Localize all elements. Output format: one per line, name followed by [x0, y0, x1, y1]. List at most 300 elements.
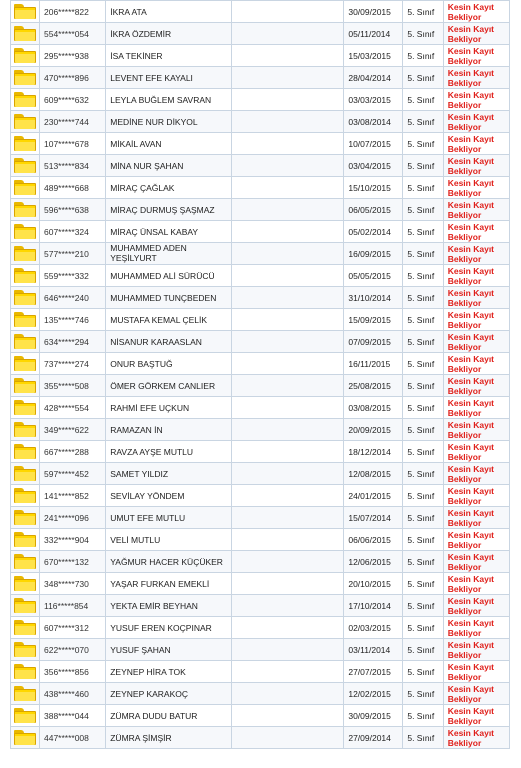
folder-icon[interactable]: [14, 202, 36, 217]
student-name-cell: YAĞMUR HACER KÜÇÜKER: [106, 551, 231, 573]
folder-icon[interactable]: [14, 488, 36, 503]
grade-cell: 5. Sınıf: [403, 111, 443, 133]
id-number-cell: 559*****332: [39, 265, 105, 287]
folder-icon[interactable]: [14, 708, 36, 723]
id-number-cell: 670*****132: [39, 551, 105, 573]
birth-date-cell: 20/10/2015: [344, 573, 403, 595]
table-row[interactable]: [11, 595, 510, 617]
folder-icon[interactable]: [14, 312, 36, 327]
empty-cell: [231, 441, 344, 463]
table-row[interactable]: [11, 529, 510, 551]
id-number-cell: 206*****822: [39, 1, 105, 23]
student-name-cell: YUSUF EREN KOÇPINAR: [106, 617, 231, 639]
id-number-cell: 230*****744: [39, 111, 105, 133]
icon-cell[interactable]: [11, 551, 40, 573]
birth-date-cell: 05/11/2014: [344, 23, 403, 45]
empty-cell: [231, 507, 344, 529]
grade-cell: 5. Sınıf: [403, 155, 443, 177]
folder-icon[interactable]: [14, 334, 36, 349]
empty-cell: [231, 595, 344, 617]
grade-cell: 5. Sınıf: [403, 243, 443, 265]
birth-date-cell: 30/09/2015: [344, 705, 403, 727]
table-row[interactable]: [11, 375, 510, 397]
icon-cell[interactable]: [11, 331, 40, 353]
student-name-cell: VELİ MUTLU: [106, 529, 231, 551]
icon-cell[interactable]: [11, 177, 40, 199]
status-cell: Kesin Kayıt Bekliyor: [443, 45, 509, 67]
id-number-cell: 116*****854: [39, 595, 105, 617]
id-number-cell: 596*****638: [39, 199, 105, 221]
birth-date-cell: 30/09/2015: [344, 1, 403, 23]
grade-cell: 5. Sınıf: [403, 353, 443, 375]
empty-cell: [231, 89, 344, 111]
birth-date-cell: 18/12/2014: [344, 441, 403, 463]
student-name-cell: LEVENT EFE KAYALI: [106, 67, 231, 89]
icon-cell[interactable]: [11, 45, 40, 67]
student-name-cell: YEKTA EMİR BEYHAN: [106, 595, 231, 617]
status-cell: Kesin Kayıt Bekliyor: [443, 221, 509, 243]
status-cell: Kesin Kayıt Bekliyor: [443, 529, 509, 551]
grade-cell: 5. Sınıf: [403, 441, 443, 463]
birth-date-cell: 03/08/2015: [344, 397, 403, 419]
id-number-cell: 634*****294: [39, 331, 105, 353]
id-number-cell: 667*****288: [39, 441, 105, 463]
student-name-cell: RAMAZAN İN: [106, 419, 231, 441]
folder-icon[interactable]: [14, 686, 36, 701]
icon-cell[interactable]: [11, 595, 40, 617]
table-row[interactable]: [11, 177, 510, 199]
status-cell: Kesin Kayıt Bekliyor: [443, 617, 509, 639]
grade-cell: 5. Sınıf: [403, 221, 443, 243]
grade-cell: 5. Sınıf: [403, 177, 443, 199]
empty-cell: [231, 463, 344, 485]
id-number-cell: 107*****678: [39, 133, 105, 155]
status-cell: Kesin Kayıt Bekliyor: [443, 265, 509, 287]
id-number-cell: 470*****896: [39, 67, 105, 89]
icon-cell[interactable]: [11, 727, 40, 749]
folder-icon[interactable]: [14, 598, 36, 613]
empty-cell: [231, 551, 344, 573]
empty-cell: [231, 67, 344, 89]
status-cell: Kesin Kayıt Bekliyor: [443, 507, 509, 529]
student-name-cell: ZÜMRA ŞİMŞİR: [106, 727, 231, 749]
birth-date-cell: 15/10/2015: [344, 177, 403, 199]
student-name-cell: RAHMİ EFE UÇKUN: [106, 397, 231, 419]
table-row[interactable]: [11, 683, 510, 705]
grade-cell: 5. Sınıf: [403, 683, 443, 705]
status-cell: Kesin Kayıt Bekliyor: [443, 705, 509, 727]
table-row[interactable]: [11, 331, 510, 353]
folder-icon[interactable]: [14, 70, 36, 85]
status-cell: Kesin Kayıt Bekliyor: [443, 463, 509, 485]
student-name-cell: MİRAÇ ÜNSAL KABAY: [106, 221, 231, 243]
table-row[interactable]: [11, 199, 510, 221]
folder-icon[interactable]: [14, 26, 36, 41]
birth-date-cell: 15/03/2015: [344, 45, 403, 67]
student-name-cell: İKRA ÖZDEMİR: [106, 23, 231, 45]
empty-cell: [231, 375, 344, 397]
birth-date-cell: 27/09/2014: [344, 727, 403, 749]
student-name-cell: SAMET YILDIZ: [106, 463, 231, 485]
empty-cell: [231, 529, 344, 551]
icon-cell[interactable]: [11, 705, 40, 727]
folder-icon[interactable]: [14, 730, 36, 745]
folder-icon[interactable]: [14, 246, 36, 261]
birth-date-cell: 07/09/2015: [344, 331, 403, 353]
status-cell: Kesin Kayıt Bekliyor: [443, 353, 509, 375]
status-cell: Kesin Kayıt Bekliyor: [443, 23, 509, 45]
empty-cell: [231, 639, 344, 661]
grade-cell: 5. Sınıf: [403, 331, 443, 353]
status-cell: Kesin Kayıt Bekliyor: [443, 155, 509, 177]
icon-cell[interactable]: [11, 155, 40, 177]
status-cell: Kesin Kayıt Bekliyor: [443, 111, 509, 133]
id-number-cell: 348*****730: [39, 573, 105, 595]
folder-icon[interactable]: [14, 422, 36, 437]
table-row[interactable]: [11, 397, 510, 419]
table-row[interactable]: [11, 727, 510, 749]
folder-icon[interactable]: [14, 136, 36, 151]
folder-icon[interactable]: [14, 224, 36, 239]
empty-cell: [231, 353, 344, 375]
table-row[interactable]: [11, 485, 510, 507]
student-name-cell: NİSANUR KARAASLAN: [106, 331, 231, 353]
grade-cell: 5. Sınıf: [403, 639, 443, 661]
table-row[interactable]: [11, 111, 510, 133]
folder-icon[interactable]: [14, 356, 36, 371]
table-row[interactable]: [11, 419, 510, 441]
status-cell: Kesin Kayıt Bekliyor: [443, 67, 509, 89]
table-row[interactable]: [11, 639, 510, 661]
icon-cell[interactable]: [11, 419, 40, 441]
icon-cell[interactable]: [11, 1, 40, 23]
table-row[interactable]: [11, 221, 510, 243]
empty-cell: [231, 419, 344, 441]
empty-cell: [231, 265, 344, 287]
empty-cell: [231, 661, 344, 683]
folder-icon[interactable]: [14, 180, 36, 195]
table-row[interactable]: [11, 441, 510, 463]
grade-cell: 5. Sınıf: [403, 89, 443, 111]
icon-cell[interactable]: [11, 23, 40, 45]
icon-cell[interactable]: [11, 309, 40, 331]
student-name-cell: ZEYNEP HİRA TOK: [106, 661, 231, 683]
student-name-cell: YUSUF ŞAHAN: [106, 639, 231, 661]
id-number-cell: 489*****668: [39, 177, 105, 199]
table-row[interactable]: [11, 617, 510, 639]
folder-icon[interactable]: [14, 642, 36, 657]
empty-cell: [231, 133, 344, 155]
icon-cell[interactable]: [11, 639, 40, 661]
table-row[interactable]: [11, 705, 510, 727]
student-table: [10, 0, 510, 749]
student-name-cell: SEVİLAY YÖNDEM: [106, 485, 231, 507]
status-cell: Kesin Kayıt Bekliyor: [443, 595, 509, 617]
table-row[interactable]: [11, 23, 510, 45]
grade-cell: 5. Sınıf: [403, 23, 443, 45]
empty-cell: [231, 287, 344, 309]
id-number-cell: 356*****856: [39, 661, 105, 683]
empty-cell: [231, 573, 344, 595]
table-row[interactable]: [11, 463, 510, 485]
id-number-cell: 607*****312: [39, 617, 105, 639]
icon-cell[interactable]: [11, 111, 40, 133]
icon-cell[interactable]: [11, 375, 40, 397]
table-row[interactable]: [11, 243, 510, 265]
folder-icon[interactable]: [14, 664, 36, 679]
student-name-cell: RAVZA AYŞE MUTLU: [106, 441, 231, 463]
student-name-cell: UMUT EFE MUTLU: [106, 507, 231, 529]
id-number-cell: 607*****324: [39, 221, 105, 243]
empty-cell: [231, 331, 344, 353]
birth-date-cell: 05/02/2014: [344, 221, 403, 243]
student-name-cell: YAŞAR FURKAN EMEKLİ: [106, 573, 231, 595]
folder-icon[interactable]: [14, 378, 36, 393]
icon-cell[interactable]: [11, 243, 40, 265]
student-name-cell: MEDİNE NUR DİKYOL: [106, 111, 231, 133]
table-row[interactable]: [11, 265, 510, 287]
birth-date-cell: 06/05/2015: [344, 199, 403, 221]
student-name-cell: MİRAÇ DURMUŞ ŞAŞMAZ: [106, 199, 231, 221]
empty-cell: [231, 111, 344, 133]
empty-cell: [231, 45, 344, 67]
grade-cell: 5. Sınıf: [403, 617, 443, 639]
icon-cell[interactable]: [11, 133, 40, 155]
student-name-cell: LEYLA BUĞLEM SAVRAN: [106, 89, 231, 111]
status-cell: Kesin Kayıt Bekliyor: [443, 639, 509, 661]
birth-date-cell: 15/09/2015: [344, 309, 403, 331]
birth-date-cell: 03/04/2015: [344, 155, 403, 177]
status-cell: Kesin Kayıt Bekliyor: [443, 243, 509, 265]
folder-icon[interactable]: [14, 48, 36, 63]
folder-icon[interactable]: [14, 290, 36, 305]
student-name-cell: MUSTAFA KEMAL ÇELİK: [106, 309, 231, 331]
id-number-cell: 597*****452: [39, 463, 105, 485]
table-row[interactable]: [11, 133, 510, 155]
student-name-cell: ZEYNEP KARAKOÇ: [106, 683, 231, 705]
id-number-cell: 447*****008: [39, 727, 105, 749]
id-number-cell: 609*****632: [39, 89, 105, 111]
grade-cell: 5. Sınıf: [403, 507, 443, 529]
student-name-cell: ZÜMRA DUDU BATUR: [106, 705, 231, 727]
table-row[interactable]: [11, 1, 510, 23]
folder-icon[interactable]: [14, 466, 36, 481]
table-row[interactable]: [11, 89, 510, 111]
empty-cell: [231, 1, 344, 23]
icon-cell[interactable]: [11, 67, 40, 89]
student-name-cell: MUHAMMED TUNÇBEDEN: [106, 287, 231, 309]
table-row[interactable]: [11, 45, 510, 67]
icon-cell[interactable]: [11, 485, 40, 507]
grade-cell: 5. Sınıf: [403, 397, 443, 419]
grade-cell: 5. Sınıf: [403, 661, 443, 683]
icon-cell[interactable]: [11, 221, 40, 243]
student-list-container: [10, 0, 510, 749]
status-cell: Kesin Kayıt Bekliyor: [443, 397, 509, 419]
id-number-cell: 295*****938: [39, 45, 105, 67]
icon-cell[interactable]: [11, 353, 40, 375]
birth-date-cell: 27/07/2015: [344, 661, 403, 683]
table-row[interactable]: [11, 353, 510, 375]
birth-date-cell: 12/02/2015: [344, 683, 403, 705]
status-cell: Kesin Kayıt Bekliyor: [443, 683, 509, 705]
id-number-cell: 438*****460: [39, 683, 105, 705]
table-row[interactable]: [11, 287, 510, 309]
grade-cell: 5. Sınıf: [403, 595, 443, 617]
folder-icon[interactable]: [14, 114, 36, 129]
id-number-cell: 135*****746: [39, 309, 105, 331]
folder-icon[interactable]: [14, 4, 36, 19]
id-number-cell: 349*****622: [39, 419, 105, 441]
birth-date-cell: 10/07/2015: [344, 133, 403, 155]
status-cell: Kesin Kayıt Bekliyor: [443, 287, 509, 309]
grade-cell: 5. Sınıf: [403, 727, 443, 749]
empty-cell: [231, 221, 344, 243]
birth-date-cell: 15/07/2014: [344, 507, 403, 529]
icon-cell[interactable]: [11, 507, 40, 529]
status-cell: Kesin Kayıt Bekliyor: [443, 573, 509, 595]
empty-cell: [231, 397, 344, 419]
birth-date-cell: 12/06/2015: [344, 551, 403, 573]
id-number-cell: 646*****240: [39, 287, 105, 309]
id-number-cell: 332*****904: [39, 529, 105, 551]
grade-cell: 5. Sınıf: [403, 265, 443, 287]
table-row[interactable]: [11, 661, 510, 683]
student-name-cell: MİRAÇ ÇAĞLAK: [106, 177, 231, 199]
id-number-cell: 428*****554: [39, 397, 105, 419]
grade-cell: 5. Sınıf: [403, 375, 443, 397]
grade-cell: 5. Sınıf: [403, 133, 443, 155]
icon-cell[interactable]: [11, 661, 40, 683]
birth-date-cell: 16/09/2015: [344, 243, 403, 265]
icon-cell[interactable]: [11, 529, 40, 551]
icon-cell[interactable]: [11, 683, 40, 705]
status-cell: Kesin Kayıt Bekliyor: [443, 441, 509, 463]
icon-cell[interactable]: [11, 199, 40, 221]
empty-cell: [231, 199, 344, 221]
folder-icon[interactable]: [14, 620, 36, 635]
empty-cell: [231, 705, 344, 727]
grade-cell: 5. Sınıf: [403, 1, 443, 23]
student-table-body: [11, 1, 510, 749]
table-row[interactable]: [11, 551, 510, 573]
grade-cell: 5. Sınıf: [403, 529, 443, 551]
status-cell: Kesin Kayıt Bekliyor: [443, 177, 509, 199]
folder-icon[interactable]: [14, 532, 36, 547]
empty-cell: [231, 727, 344, 749]
grade-cell: 5. Sınıf: [403, 573, 443, 595]
folder-icon[interactable]: [14, 92, 36, 107]
status-cell: Kesin Kayıt Bekliyor: [443, 199, 509, 221]
icon-cell[interactable]: [11, 573, 40, 595]
id-number-cell: 241*****096: [39, 507, 105, 529]
grade-cell: 5. Sınıf: [403, 705, 443, 727]
folder-icon[interactable]: [14, 510, 36, 525]
icon-cell[interactable]: [11, 265, 40, 287]
status-cell: Kesin Kayıt Bekliyor: [443, 375, 509, 397]
folder-icon[interactable]: [14, 400, 36, 415]
empty-cell: [231, 309, 344, 331]
id-number-cell: 513*****834: [39, 155, 105, 177]
folder-icon[interactable]: [14, 158, 36, 173]
folder-icon[interactable]: [14, 576, 36, 591]
folder-icon[interactable]: [14, 268, 36, 283]
icon-cell[interactable]: [11, 441, 40, 463]
grade-cell: 5. Sınıf: [403, 485, 443, 507]
birth-date-cell: 17/10/2014: [344, 595, 403, 617]
table-row[interactable]: [11, 507, 510, 529]
birth-date-cell: 06/06/2015: [344, 529, 403, 551]
status-cell: Kesin Kayıt Bekliyor: [443, 1, 509, 23]
grade-cell: 5. Sınıf: [403, 463, 443, 485]
grade-cell: 5. Sınıf: [403, 309, 443, 331]
icon-cell[interactable]: [11, 463, 40, 485]
student-name-cell: İKRA ATA: [106, 1, 231, 23]
birth-date-cell: 24/01/2015: [344, 485, 403, 507]
icon-cell[interactable]: [11, 617, 40, 639]
student-name-cell: İSA TEKİNER: [106, 45, 231, 67]
student-name-cell: ONUR BAŞTUĞ: [106, 353, 231, 375]
id-number-cell: 355*****508: [39, 375, 105, 397]
birth-date-cell: 03/11/2014: [344, 639, 403, 661]
table-row[interactable]: [11, 309, 510, 331]
table-row[interactable]: [11, 573, 510, 595]
id-number-cell: 554*****054: [39, 23, 105, 45]
empty-cell: [231, 243, 344, 265]
grade-cell: 5. Sınıf: [403, 199, 443, 221]
grade-cell: 5. Sınıf: [403, 45, 443, 67]
birth-date-cell: 31/10/2014: [344, 287, 403, 309]
folder-icon[interactable]: [14, 554, 36, 569]
grade-cell: 5. Sınıf: [403, 67, 443, 89]
grade-cell: 5. Sınıf: [403, 287, 443, 309]
status-cell: Kesin Kayıt Bekliyor: [443, 89, 509, 111]
status-cell: Kesin Kayıt Bekliyor: [443, 727, 509, 749]
birth-date-cell: 25/08/2015: [344, 375, 403, 397]
empty-cell: [231, 177, 344, 199]
id-number-cell: 577*****210: [39, 243, 105, 265]
status-cell: Kesin Kayıt Bekliyor: [443, 309, 509, 331]
student-name-cell: MUHAMMED ALİ SÜRÜCÜ: [106, 265, 231, 287]
birth-date-cell: 20/09/2015: [344, 419, 403, 441]
birth-date-cell: 12/08/2015: [344, 463, 403, 485]
status-cell: Kesin Kayıt Bekliyor: [443, 133, 509, 155]
table-row[interactable]: [11, 155, 510, 177]
status-cell: Kesin Kayıt Bekliyor: [443, 419, 509, 441]
status-cell: Kesin Kayıt Bekliyor: [443, 661, 509, 683]
status-cell: Kesin Kayıt Bekliyor: [443, 485, 509, 507]
folder-icon[interactable]: [14, 444, 36, 459]
grade-cell: 5. Sınıf: [403, 551, 443, 573]
id-number-cell: 141*****852: [39, 485, 105, 507]
icon-cell[interactable]: [11, 89, 40, 111]
empty-cell: [231, 683, 344, 705]
table-row[interactable]: [11, 67, 510, 89]
grade-cell: 5. Sınıf: [403, 419, 443, 441]
empty-cell: [231, 23, 344, 45]
id-number-cell: 622*****070: [39, 639, 105, 661]
student-name-cell: MİKAİL AVAN: [106, 133, 231, 155]
status-cell: Kesin Kayıt Bekliyor: [443, 551, 509, 573]
birth-date-cell: 16/11/2015: [344, 353, 403, 375]
icon-cell[interactable]: [11, 397, 40, 419]
student-name-cell: MUHAMMED ADEN YEŞİLYURT: [106, 243, 231, 265]
icon-cell[interactable]: [11, 287, 40, 309]
student-name-cell: ÖMER GÖRKEM CANLIER: [106, 375, 231, 397]
empty-cell: [231, 155, 344, 177]
birth-date-cell: 03/03/2015: [344, 89, 403, 111]
birth-date-cell: 03/08/2014: [344, 111, 403, 133]
